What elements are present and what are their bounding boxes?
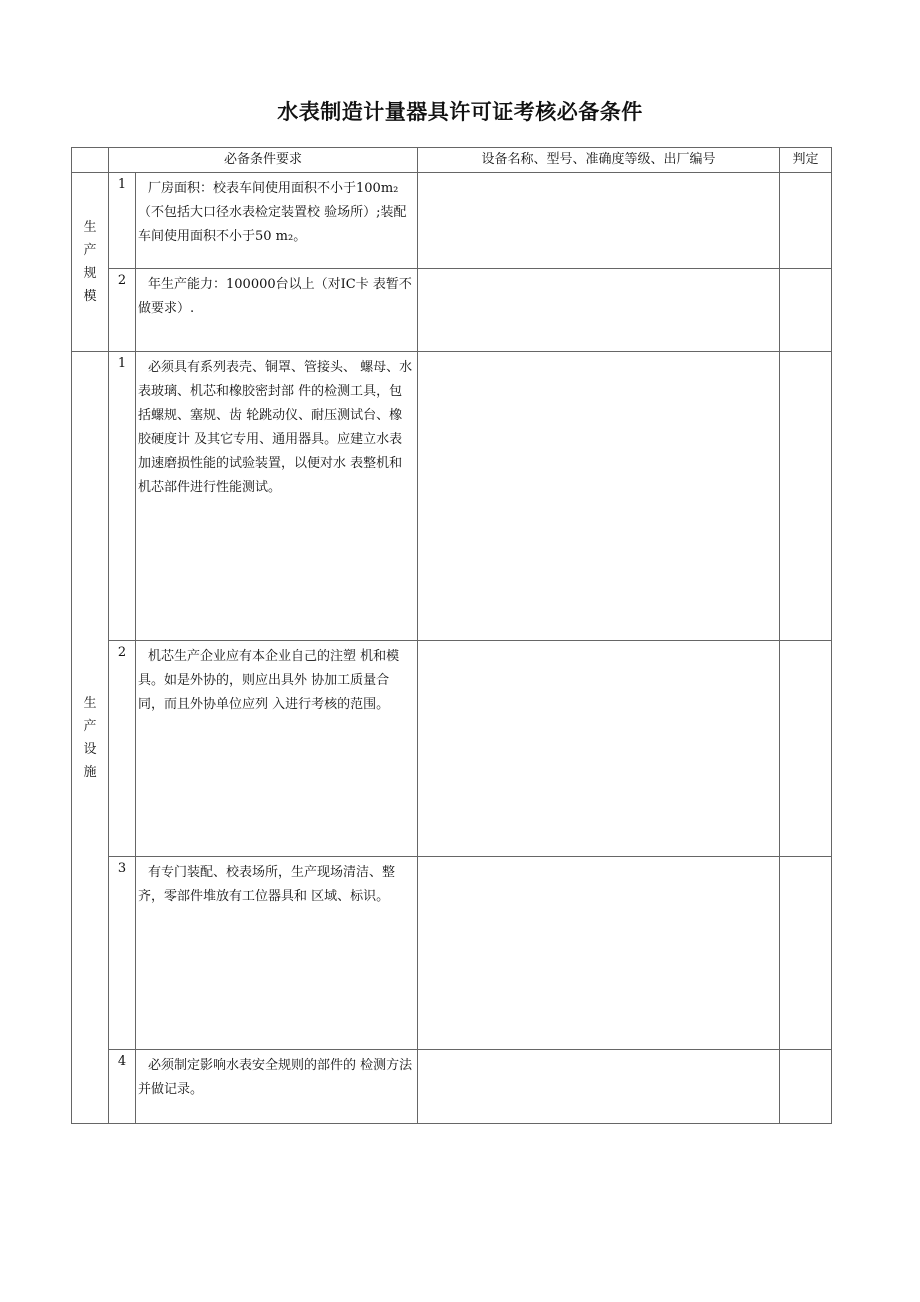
requirements-table	[71, 147, 832, 1124]
judgment-cell	[780, 173, 832, 269]
table-header-row	[72, 148, 832, 173]
requirement-text: 机芯生产企业应有本企业自己的注塑 机和模具。如是外协的，则应出具外 协加工质量合同，而且外协单位应列 入进行考核的范围。	[136, 641, 418, 857]
requirement-text: 厂房面积：校表车间使用面积不小于100m₂（不包括大口径水表检定装置校 验场所）;装配车间使用面积不小于50 m₂。	[136, 173, 418, 269]
row-number: 1	[109, 173, 136, 269]
judgment-cell	[780, 352, 832, 641]
category-char: 模	[83, 289, 97, 304]
table-row	[72, 352, 832, 641]
equipment-cell	[418, 1050, 780, 1124]
category-production-scale	[72, 173, 109, 352]
table-row	[72, 857, 832, 1050]
category-production-facilities	[72, 352, 109, 1124]
category-char: 产	[83, 243, 97, 258]
equipment-cell	[418, 352, 780, 641]
category-char: 生	[83, 220, 97, 235]
equipment-cell	[418, 641, 780, 857]
table-row	[72, 269, 832, 352]
table-row	[72, 641, 832, 857]
equipment-cell	[418, 269, 780, 352]
requirement-text: 年生产能力：100000台以上（对IC卡 表暂不做要求）.	[136, 269, 418, 352]
category-char: 规	[83, 266, 97, 281]
category-char: 生	[83, 695, 97, 711]
judgment-cell	[780, 641, 832, 857]
row-number: 2	[109, 641, 136, 857]
judgment-cell	[780, 857, 832, 1050]
equipment-cell	[418, 857, 780, 1050]
requirement-text: 必须制定影响水表安全规则的部件的 检测方法并做记录。	[136, 1050, 418, 1124]
header-blank-cell	[72, 148, 109, 173]
header-equipment: 设备名称、型号、准确度等级、出厂编号	[418, 148, 780, 173]
requirement-text: 必须具有系列表壳、铜罩、管接头、 螺母、水表玻璃、机芯和橡胶密封部 件的检测工具，包括螺规、塞规、齿 轮跳动仪、耐压测试台、橡胶硬度计 及其它专用、通用器具。应建立水表 加速磨损性能的试验装置，以便对水 表整机和机芯部件进行性能测试。	[136, 352, 418, 641]
judgment-cell	[780, 269, 832, 352]
equipment-cell	[418, 173, 780, 269]
table-row	[72, 1050, 832, 1124]
row-number: 1	[109, 352, 136, 641]
category-char: 设	[83, 741, 97, 757]
header-judgment: 判定	[780, 148, 832, 173]
header-requirements: 必备条件要求	[109, 148, 418, 173]
category-char: 产	[83, 718, 97, 734]
row-number: 2	[109, 269, 136, 352]
category-char: 施	[83, 764, 97, 780]
requirement-text: 有专门装配、校表场所，生产现场清洁、整齐，零部件堆放有工位器具和 区域、标识。	[136, 857, 418, 1050]
judgment-cell	[780, 1050, 832, 1124]
table-row	[72, 173, 832, 269]
row-number: 4	[109, 1050, 136, 1124]
document-title: 水表制造计量器具许可证考核必备条件	[277, 100, 643, 124]
row-number: 3	[109, 857, 136, 1050]
